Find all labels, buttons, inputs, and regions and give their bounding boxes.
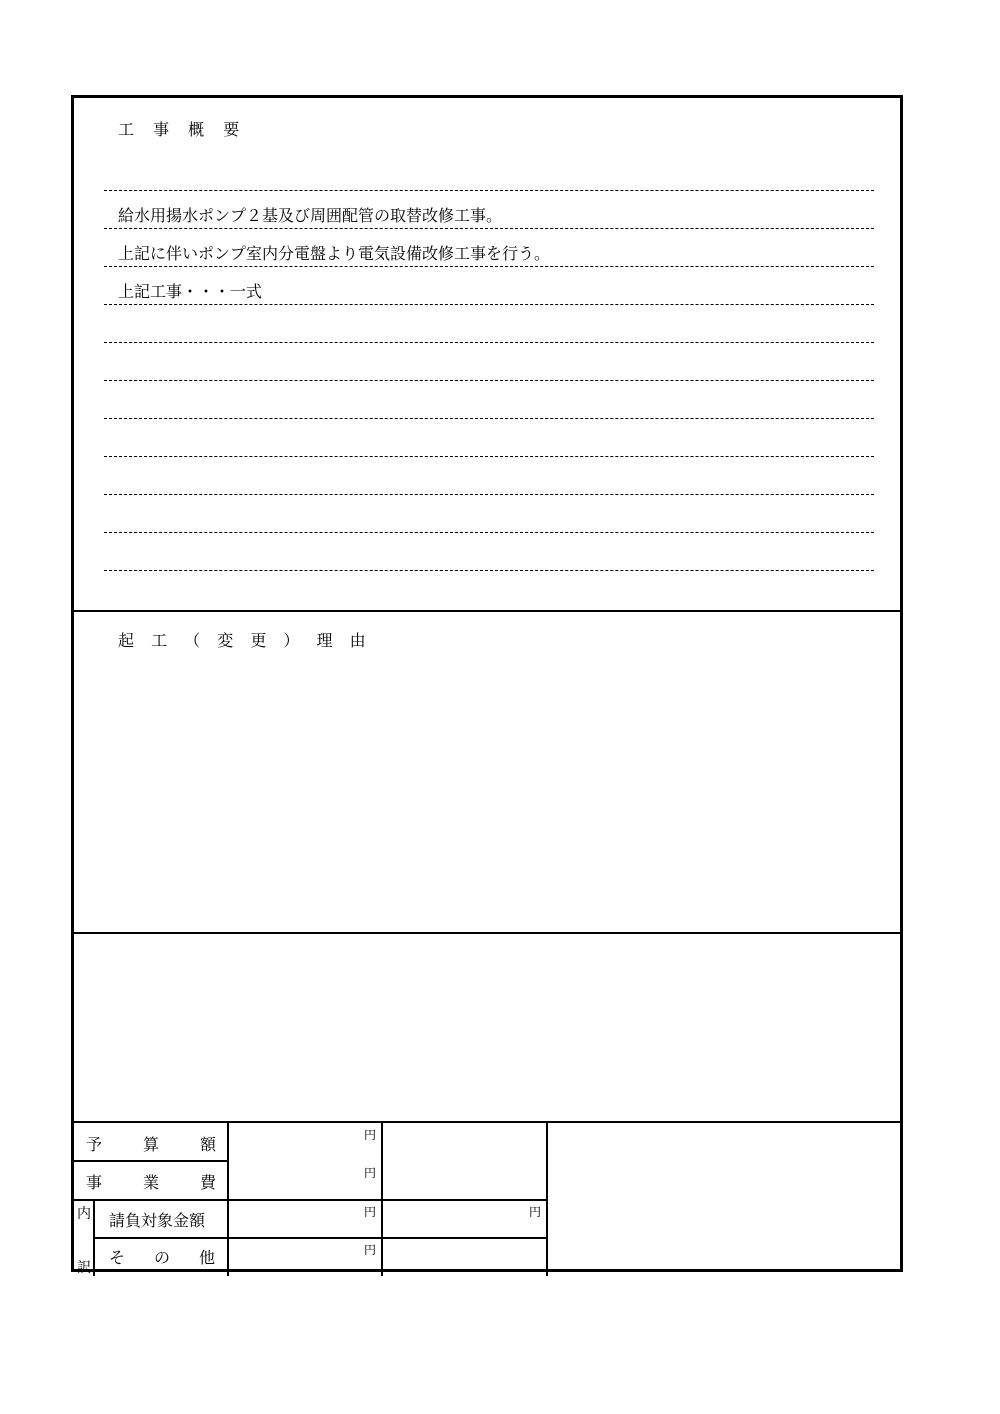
ruled-line [104, 190, 874, 191]
table-divider [74, 1160, 229, 1162]
reason-section [74, 610, 900, 934]
ruled-line [104, 342, 874, 343]
breakdown-label-bottom: 訳 [77, 1260, 91, 1276]
ruled-line [104, 570, 874, 571]
blank-section [74, 932, 900, 1121]
reason-heading: 起 工 （ 変 更 ） 理 由 [118, 631, 372, 650]
yen-unit: 円 [529, 1205, 542, 1219]
budget-table [74, 1121, 900, 1274]
form-frame [71, 95, 903, 1276]
ruled-line [104, 532, 874, 533]
table-divider [93, 1237, 548, 1239]
yen-unit: 円 [364, 1205, 377, 1219]
overview-line-1: 給水用揚水ポンプ２基及び周囲配管の取替改修工事。 [118, 206, 503, 225]
other-label: そ の 他 [109, 1248, 215, 1267]
ruled-line [104, 304, 874, 305]
overview-line-3: 上記工事・・・一式 [118, 282, 263, 301]
project-cost-label: 事 業 費 [86, 1173, 216, 1192]
yen-unit: 円 [364, 1166, 377, 1180]
overview-section [74, 98, 900, 612]
contract-amount-label: 請負対象金額 [109, 1211, 206, 1230]
ruled-line [104, 494, 874, 495]
yen-unit: 円 [364, 1128, 377, 1142]
breakdown-label-top: 内 [77, 1206, 91, 1222]
budget-label: 予 算 額 [86, 1135, 216, 1154]
ruled-line [104, 418, 874, 419]
ruled-line [104, 228, 874, 229]
yen-unit: 円 [364, 1243, 377, 1257]
ruled-line [104, 266, 874, 267]
overview-heading: 工 事 概 要 [118, 120, 247, 139]
overview-line-2: 上記に伴いポンプ室内分電盤より電気設備改修工事を行う。 [118, 244, 551, 263]
table-divider [74, 1199, 548, 1201]
ruled-line [104, 380, 874, 381]
ruled-line [104, 456, 874, 457]
